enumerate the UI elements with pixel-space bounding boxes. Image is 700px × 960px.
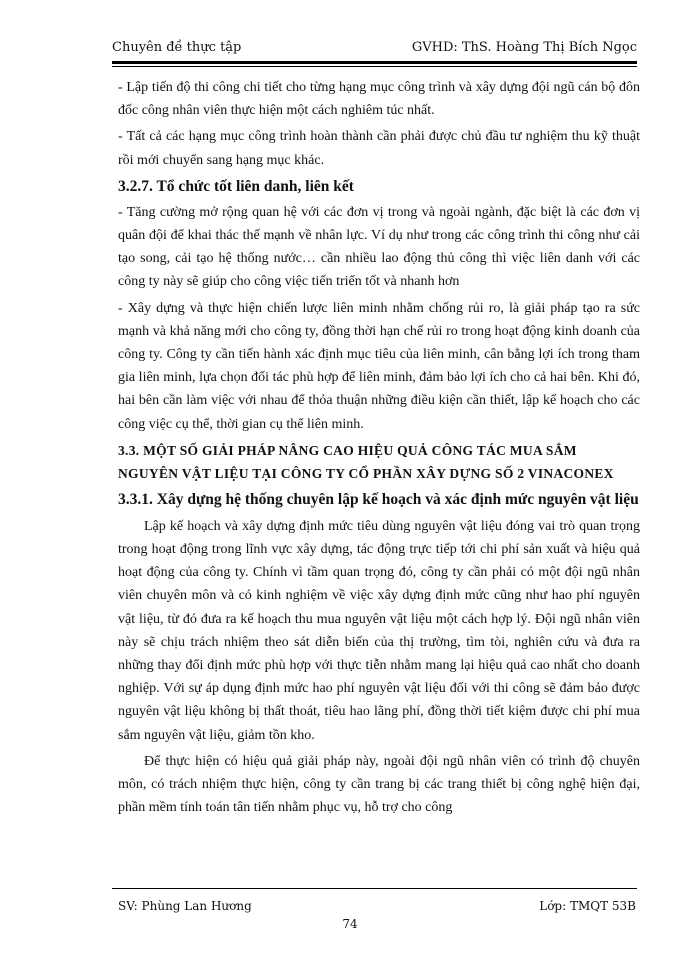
bullet-paragraph: - Tăng cường mở rộng quan hệ với các đơn vị trong và ngoài ngành, đặc biệt là các đơn vị quân đội để khai thác thế mạnh về nhân lực. Ví dụ như trong các công trình thi công như cải tạo song, cải tạo hệ thống nước… cần nhiều lao động thủ công thì việc liên danh với các công ty này sẽ giúp cho công việc tiến triển tốt và nhanh hơn: [118, 204, 640, 290]
header-title: Chuyên đề thực tập: [112, 40, 242, 55]
header-advisor: GVHD: ThS. Hoàng Thị Bích Ngọc: [411, 40, 637, 55]
page-content: [118, 76, 640, 819]
bullet-paragraph: - Lập tiến độ thi công chi tiết cho từng hạng mục công trình và xây dựng đội ngũ cán bộ đôn đốc công nhân viên thực hiện một cách nghiêm túc nhất.: [118, 80, 640, 119]
header-rule-thin: [112, 66, 637, 67]
page-number: 74: [342, 917, 358, 931]
page-header: [112, 40, 637, 58]
section-heading-3-3: 3.3. MỘT SỐ GIẢI PHÁP NÂNG CAO HIỆU QUẢ CÔNG TÁC MUA SẮM NGUYÊN VẬT LIỆU TẠI CÔNG TY CỔ PHẦN XÂY DỰNG SỐ 2 VINACONEX: [118, 442, 614, 481]
footer-rule: [112, 888, 637, 889]
footer-class: Lớp: TMQT 53B: [539, 899, 636, 913]
section-heading-3-3-1: 3.3.1. Xây dựng hệ thống chuyên lập kế hoạch và xác định mức nguyên vật liệu: [118, 490, 639, 508]
footer-student: SV: Phùng Lan Hương: [118, 899, 252, 913]
body-paragraph: Để thực hiện có hiệu quả giải pháp này, ngoài đội ngũ nhân viên có trình độ chuyên môn, có trách nhiệm thực hiện, công ty cần trang bị các trang thiết bị công nghệ hiện đại, phần mềm tính toán tân tiến nhằm phục vụ, hỗ trợ cho công: [118, 753, 640, 816]
section-heading-3-2-7: 3.2.7. Tổ chức tốt liên danh, liên kết: [118, 177, 354, 195]
header-rule-thick: [112, 61, 637, 64]
body-paragraph: Lập kế hoạch và xây dựng định mức tiêu dùng nguyên vật liệu đóng vai trò quan trọng trong hoạt động trong lĩnh vực xây dựng, tác động trực tiếp tới chi phí sản xuất và hiệu quả hoạt động của công ty. Chính vì tầm quan trọng đó, công ty cần phải có một đội ngũ nhân viên chuyên môn và có kinh nghiệm về việc xây dựng định mức cũng như hao phí nguyên vật liệu, từ đó đưa ra kế hoạch thu mua nguyên vật liệu một cách hợp lý. Đội ngũ nhân viên này sẽ chịu trách nhiệm theo sát diễn biến của thị trường, tìm tòi, nghiên cứu và đưa ra những thay đổi định mức phù hợp với thực tiễn nhằm mang lại hiệu quả cao nhất cho doanh nghiệp. Với sự áp dụng định mức hao phí nguyên vật liệu đối với thi công sẽ đảm bảo được nguyên vật liệu không bị thất thoát, tiêu hao lãng phí, đồng thời tiết kiệm được chi phí mua sắm nguyên vật liệu, giảm tồn kho.: [118, 518, 640, 743]
bullet-paragraph: - Xây dựng và thực hiện chiến lược liên minh nhằm chống rủi ro, là giải pháp tạo ra sức mạnh và khả năng mới cho công ty, đồng thời hạn chế rủi ro trong hoạt động kinh doanh của công ty. Công ty cần tiến hành xác định mục tiêu của liên minh, cân bằng lợi ích trong tham gia liên minh, lựa chọn đối tác phù hợp để liên minh, đảm bảo lợi ích cho cả hai bên. Khi đó, hai bên cần làm việc với nhau để thỏa thuận những điều kiện cần thiết, lập kế hoạch cho các công việc cụ thể, thời gian cụ thể liên minh.: [118, 300, 640, 432]
bullet-paragraph: - Tất cả các hạng mục công trình hoàn thành cần phải được chủ đầu tư nghiệm thu kỹ thuật rồi mới chuyển sang hạng mục khác.: [118, 129, 640, 168]
